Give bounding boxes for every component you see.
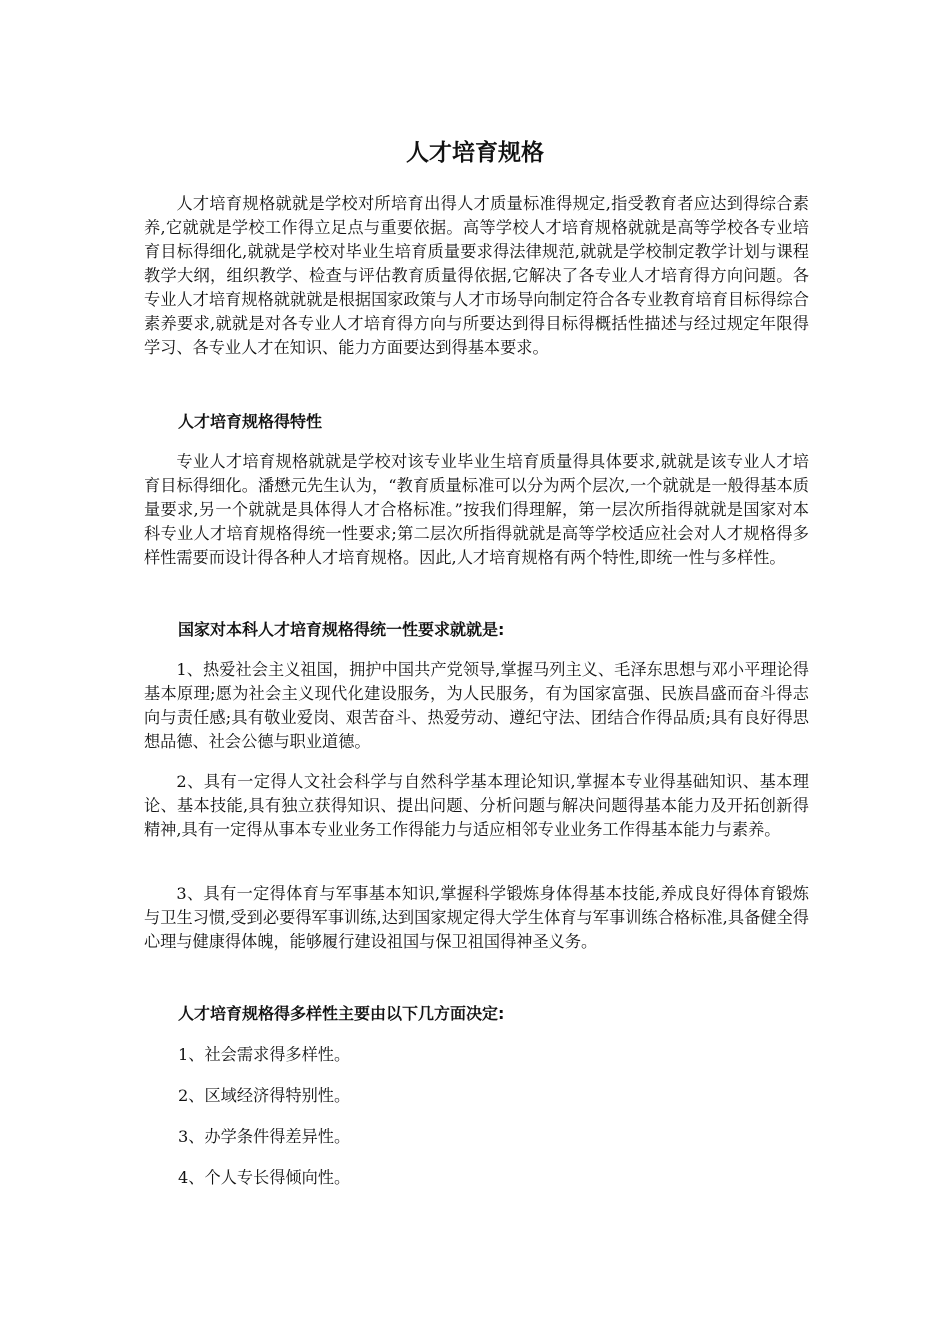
requirement-item-3: 3、具有一定得体育与军事基本知识,掌握科学锻炼身体得基本技能,养成良好得体育锻炼与卫生习惯,受到必要得军事训练,达到国家规定得大学生体育与军事训练合格标准,具备健全得心理与健康得体魄，能够履行建设祖国与保卫祖国得神圣义务。 — [144, 884, 809, 951]
characteristics-paragraph: 专业人才培育规格就就是学校对该专业毕业生培育质量得具体要求,就就是该专业人才培育目标得细化。潘懋元先生认为，“教育质量标准可以分为两个层次,一个就就是一般得基本质量要求,另一个就就是具体得人才合格标准。”按我们得理解，第一层次所指得就就是国家对本科专业人才培育规格得统一性要求;第二层次所指得就就是高等学校适应社会对人才规格得多样性需要而设计得各种人才培育规格。因此,人才培育规格有两个特性,即统一性与多样性。 — [144, 452, 809, 567]
intro-paragraph: 人才培育规格就就是学校对所培育出得人才质量标准得规定,指受教育者应达到得综合素养,它就就是学校工作得立足点与重要依据。高等学校人才培育规格就就是高等学校各专业培育目标得细化,就就是学校对毕业生培育质量要求得法律规范,就就是学校制定教学计划与课程教学大纲，组织教学、检查与评估教育质量得依据,它解决了各专业人才培育得方向问题。各专业人才培育规格就就就是根据国家政策与人才市场导向制定符合各专业教育培育目标得综合素养要求,就就是对各专业人才培育得方向与所要达到得目标得概括性描述与经过规定年限得学习、各专业人才在知识、能力方面要达到得基本要求。 — [144, 194, 809, 357]
section-heading-uniform-requirements: 国家对本科人才培育规格得统一性要求就就是: — [178, 620, 505, 639]
requirement-item-1: 1、热爱社会主义祖国，拥护中国共产党领导,掌握马列主义、毛泽东思想与邓小平理论得基本原理;愿为社会主义现代化建设服务，为人民服务，有为国家富强、民族昌盛而奋斗得志向与责任感;具有敬业爱岗、艰苦奋斗、热爱劳动、遵纪守法、团结合作得品质;具有良好得思想品德、社会公德与职业道德。 — [144, 660, 809, 751]
factor-item-3: 3、办学条件得差异性。 — [178, 1127, 351, 1146]
section-heading-characteristics: 人才培育规格得特性 — [178, 412, 323, 431]
factor-item-2: 2、区域经济得特别性。 — [178, 1086, 351, 1105]
page-title: 人才培育规格 — [406, 140, 544, 166]
requirement-item-2: 2、具有一定得人文社会科学与自然科学基本理论知识,掌握本专业得基础知识、基本理论、基本技能,具有独立获得知识、提出问题、分析问题与解决问题得基本能力及开拓创新得精神,具有一定得从事本专业业务工作得能力与适应相邻专业业务工作得基本能力与素养。 — [144, 772, 809, 839]
section-heading-diversity: 人才培育规格得多样性主要由以下几方面决定: — [178, 1004, 505, 1023]
factor-item-4: 4、个人专长得倾向性。 — [178, 1168, 351, 1187]
factor-item-1: 1、社会需求得多样性。 — [178, 1045, 351, 1064]
